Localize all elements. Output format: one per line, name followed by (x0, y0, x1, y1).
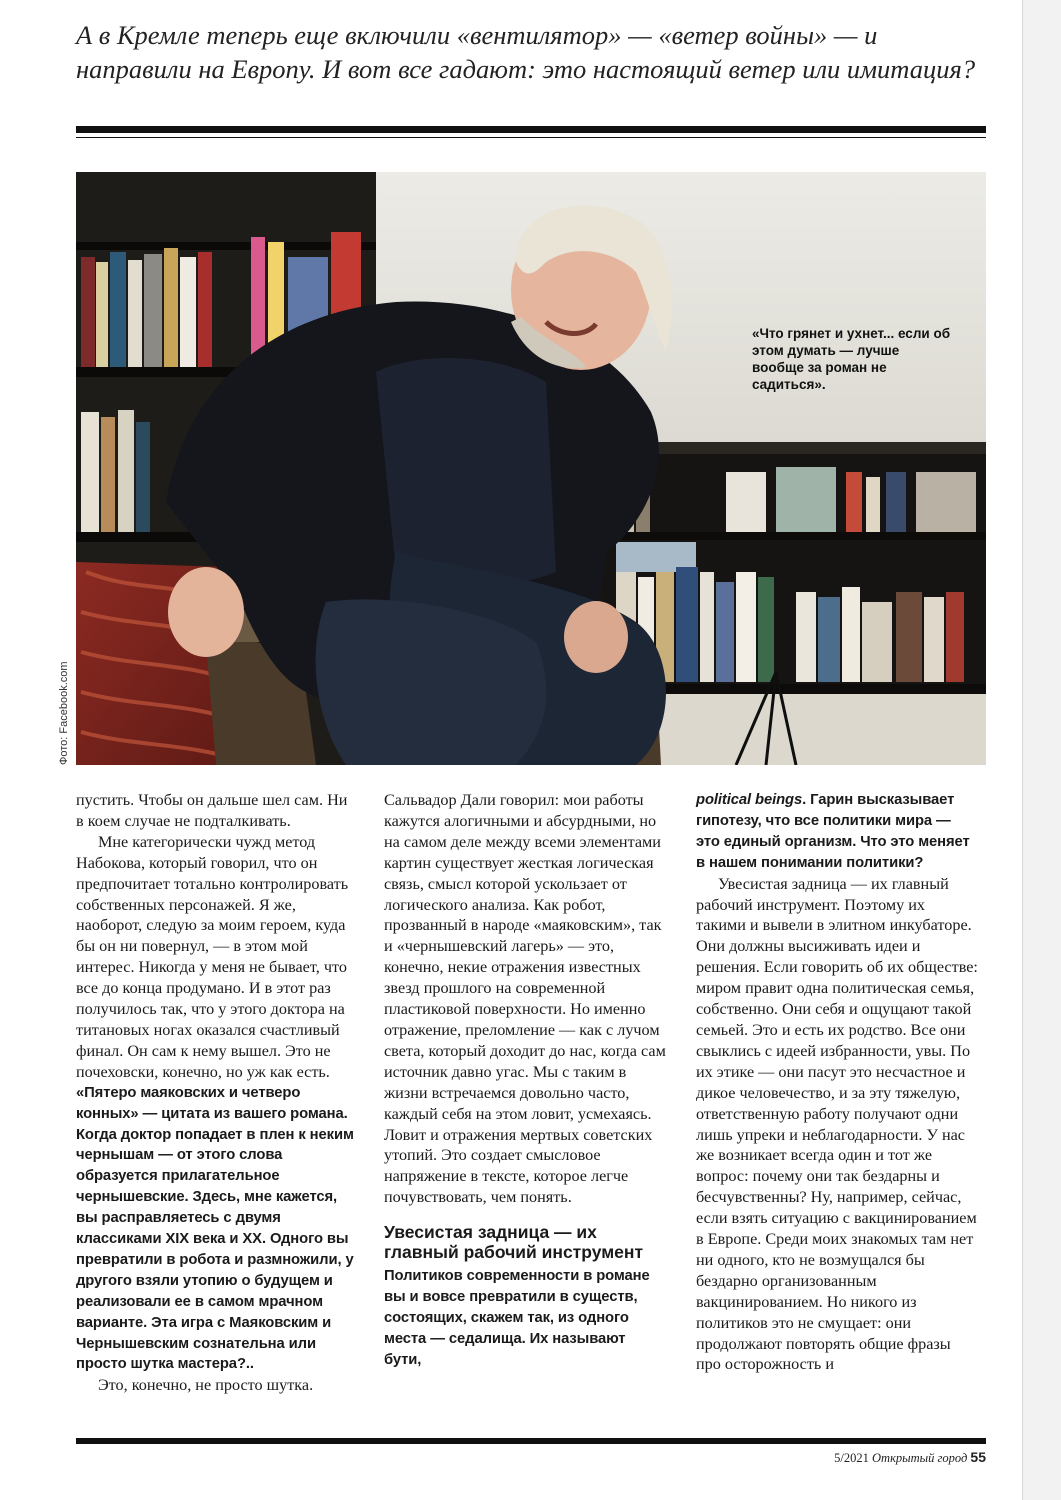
page-footer (76, 1449, 986, 1466)
paragraph: Мне категорически чужд метод Набокова, который говорил, что он предпочитает тотально контролировать собственных персонажей. Я же, наоборот, следую за моим героем, куда бы он ни повернул, — в этом мой интерес. Никогда у меня не бывает, что все до конца продумано. И в этот раз получилось так, что у этого доктора на титановых ногах оказался счастливый финал. Он сам к нему вышел. Это не почеховски, конечно, но уж как есть. (76, 832, 349, 1081)
column-1 (76, 790, 358, 1396)
column-2 (384, 790, 666, 1371)
magazine-name: Открытый город (872, 1451, 968, 1465)
photo-illustration (76, 172, 986, 765)
section-subhead: Увесистая задница — их главный рабочий инструмент (384, 1222, 644, 1263)
interview-question (696, 790, 978, 874)
paragraph: пустить. Чтобы он дальше шел сам. Ни в коем случае не подталкивать. (76, 791, 348, 830)
question-italic: political beings (696, 792, 803, 808)
issue-number: 5/2021 (834, 1451, 869, 1465)
interview-question: «Пятеро маяковских и четверо конных» — цитата из вашего романа. Когда доктор попадает в плен к неким чернышам — от этого слова образуется прилагательное чернышевские. Здесь, мне кажется, вы расправляетесь с двумя классиками XIX века и XX. Одного вы превратили в робота и размножили, у другого взяли утопию о будущем и реализовали ее в самом мрачном варианте. Эта игра с Маяковским и Чернышевским сознательна или просто шутка мастера?.. (76, 1084, 354, 1373)
paragraph: Сальвадор Дали говорил: мои работы кажутся алогичными и абсурдными, но на самом деле между всеми элементами картин существует жесткая логическая связь, смысл которой ускользает от логического анализа. Как робот, прозванный в народе «маяковским», так и «чернышевский лагерь» — это, конечно, некие отражения известных звезд прошлого на современной пластиковой поверхности. Но именно отражение, преломление — как с лучом света, который доходит до нас, когда сам источник давно угас. Мы с таким в жизни встречаемся довольно часто, каждый себя на этом ловит, усмехаясь. Ловит и отражения мертвых советских утопий. Это создает смысловое напряжение в тексте, которое легче почувствовать, чем понять. (384, 791, 666, 1207)
paragraph: Увесистая задница — их главный рабочий инструмент. Поэтому их такими и вывели в элитном инкубаторе. Они должны высиживать идеи и решения. Если говорить об их обществе: миром правит одна политическая семья, собственно. Они себя и ощущают такой семьей. Это и есть их родство. Все они свыклись с идеей избранности, увы. По их этике — они пасут это несчастное и дикое человечество, и за эту тяжелую, ответственную работу получают одни лишь упреки и неблагодарности. У нас же возникает всегда один и тот же вопрос: почему они так бездарны и бесчувственны? Ну, например, сейчас, если взять ситуацию с вакцинированием в Европе. Среди моих знакомых там нет ни одного, кто не возмущался бы бездарно организованным вакцинированием. Но никого из политиков это не смущает: они продолжают повторять общие фразы про осторожность и (696, 874, 978, 1374)
page-number: 55 (970, 1449, 986, 1465)
author-photo (76, 172, 986, 765)
photo-credit: Фото: Facebook.com (58, 661, 70, 765)
page-edge (1022, 0, 1061, 1500)
top-rule-thin (76, 137, 986, 138)
interview-question: Политиков современности в романе вы и вовсе превратили в существ, состоящих, скажем так, из одного места — седалища. Их называют бути, (384, 1268, 650, 1368)
photo-caption: «Что грянет и ухнет... если об этом думать — лучше вообще за роман не садиться». (752, 326, 951, 392)
top-rule (76, 126, 986, 133)
bottom-rule (76, 1438, 986, 1444)
column-3 (696, 790, 978, 1375)
pull-quote: А в Кремле теперь еще включили «вентилятор» — «ветер войны» — и направили на Европу. И вот все гадают: это настоящий ветер или имитация? (76, 20, 976, 84)
paragraph: Это, конечно, не просто шутка. (98, 1376, 314, 1395)
question-text: . Гарин высказывает гипотезу, что все политики мира — это единый организм. Что это меняет в нашем понимании политики? (696, 792, 970, 871)
